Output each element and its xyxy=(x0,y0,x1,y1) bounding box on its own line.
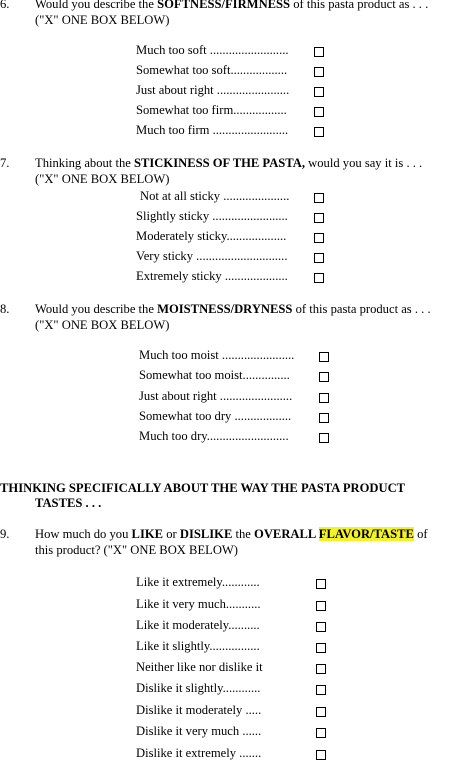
q9-option-checkbox[interactable] xyxy=(316,622,326,632)
q8-option-label: Much too moist ....................... xyxy=(139,348,295,362)
q9-option-checkbox[interactable] xyxy=(316,643,326,653)
q8-option-label: Just about right ....................... xyxy=(139,389,293,403)
q7-option-checkbox[interactable] xyxy=(314,253,324,263)
q8-instruction: ("X" ONE BOX BELOW) xyxy=(35,318,170,332)
q9-option-label: Like it moderately.......... xyxy=(136,618,260,632)
q9-line2: this product? ("X" ONE BOX BELOW) xyxy=(35,543,239,557)
q9-option-checkbox[interactable] xyxy=(316,664,326,674)
q8-option-checkbox[interactable] xyxy=(319,352,329,362)
q9-overall: OVERALL xyxy=(254,527,319,541)
q7-text-pre: Thinking about the xyxy=(35,156,134,170)
q9-option-label: Neither like nor dislike it xyxy=(136,660,263,674)
q6-instruction: ("X" ONE BOX BELOW) xyxy=(35,13,170,27)
q7-option-label: Slightly sticky ........................ xyxy=(136,209,288,223)
q9-flavor-highlight: FLAVOR/TASTE xyxy=(318,527,414,541)
q6-option-checkbox[interactable] xyxy=(314,87,324,97)
q7-option-checkbox[interactable] xyxy=(314,213,324,223)
q8-option-checkbox[interactable] xyxy=(319,393,329,403)
q9-option-label: Like it slightly................ xyxy=(136,639,260,653)
q7-text-post: would you say it is . . . xyxy=(305,156,423,170)
q6-option-checkbox[interactable] xyxy=(314,127,324,137)
q7-option-checkbox[interactable] xyxy=(314,193,324,203)
q9-option-label: Dislike it extremely ....... xyxy=(136,746,262,760)
q8-option-checkbox[interactable] xyxy=(319,372,329,382)
q8-option-label: Much too dry.......................... xyxy=(139,429,289,443)
q9-t2: or xyxy=(163,527,180,541)
q9-t3: the xyxy=(232,527,255,541)
q9-option-label: Dislike it moderately ..... xyxy=(136,703,262,717)
q6-option-label: Somewhat too firm................. xyxy=(136,103,287,117)
q9-like: LIKE xyxy=(131,527,164,541)
q6-option-label: Much too firm ........................ xyxy=(136,123,289,137)
q9-option-checkbox[interactable] xyxy=(316,707,326,717)
q6-number: 6. xyxy=(0,0,10,11)
q7-option-label: Very sticky ............................. xyxy=(136,249,288,263)
q8-text-pre: Would you describe the xyxy=(35,302,158,316)
q8-option-checkbox[interactable] xyxy=(319,433,329,443)
q7-question xyxy=(35,156,422,171)
q8-text-bold: MOISTNESS/DRYNESS xyxy=(157,302,293,316)
q6-option-checkbox[interactable] xyxy=(314,47,324,57)
q9-option-label: Like it extremely............ xyxy=(136,575,260,589)
q8-number: 8. xyxy=(0,302,10,316)
q7-option-label: Extremely sticky .................... xyxy=(136,269,288,283)
q7-option-label: Moderately sticky................... xyxy=(136,229,287,243)
q9-option-label: Dislike it very much ...... xyxy=(136,724,262,738)
q6-question xyxy=(35,0,428,12)
q9-option-checkbox[interactable] xyxy=(316,685,326,695)
q6-text-post: of this pasta product as . . . xyxy=(290,0,429,11)
q9-option-checkbox[interactable] xyxy=(316,601,326,611)
q7-option-checkbox[interactable] xyxy=(314,233,324,243)
q7-instruction: ("X" ONE BOX BELOW) xyxy=(35,172,170,186)
q9-question xyxy=(35,527,428,542)
q6-option-checkbox[interactable] xyxy=(314,67,324,77)
q6-option-checkbox[interactable] xyxy=(314,107,324,117)
q8-option-label: Somewhat too moist............... xyxy=(139,368,290,382)
q8-option-checkbox[interactable] xyxy=(319,413,329,423)
q8-question xyxy=(35,302,431,317)
q9-option-label: Like it very much........... xyxy=(136,597,261,611)
q7-option-label: Not at all sticky ..................... xyxy=(140,189,290,203)
q9-t4: of xyxy=(413,527,428,541)
q7-option-checkbox[interactable] xyxy=(314,273,324,283)
section-heading-line1: THINKING SPECIFICALLY ABOUT THE WAY THE PASTA PRODUCT xyxy=(0,481,406,495)
q9-number: 9. xyxy=(0,527,10,541)
q7-number: 7. xyxy=(0,156,10,170)
q6-text-pre: Would you describe the xyxy=(35,0,158,11)
section-heading-line2: TASTES . . . xyxy=(35,496,102,510)
q6-text-bold: SOFTNESS/FIRMNESS xyxy=(157,0,291,11)
q7-text-bold: STICKINESS OF THE PASTA, xyxy=(134,156,305,170)
q9-t1: How much do you xyxy=(35,527,132,541)
q9-dislike: DISLIKE xyxy=(179,527,233,541)
q9-option-checkbox[interactable] xyxy=(316,728,326,738)
q9-option-label: Dislike it slightly............ xyxy=(136,681,261,695)
q9-option-checkbox[interactable] xyxy=(316,750,326,760)
q6-option-label: Much too soft ......................... xyxy=(136,43,289,57)
q8-text-post: of this pasta product as . . . xyxy=(292,302,431,316)
q9-option-checkbox[interactable] xyxy=(316,579,326,589)
q6-option-label: Somewhat too soft.................. xyxy=(136,63,288,77)
q6-option-label: Just about right ....................... xyxy=(136,83,290,97)
q8-option-label: Somewhat too dry .................. xyxy=(139,409,292,423)
